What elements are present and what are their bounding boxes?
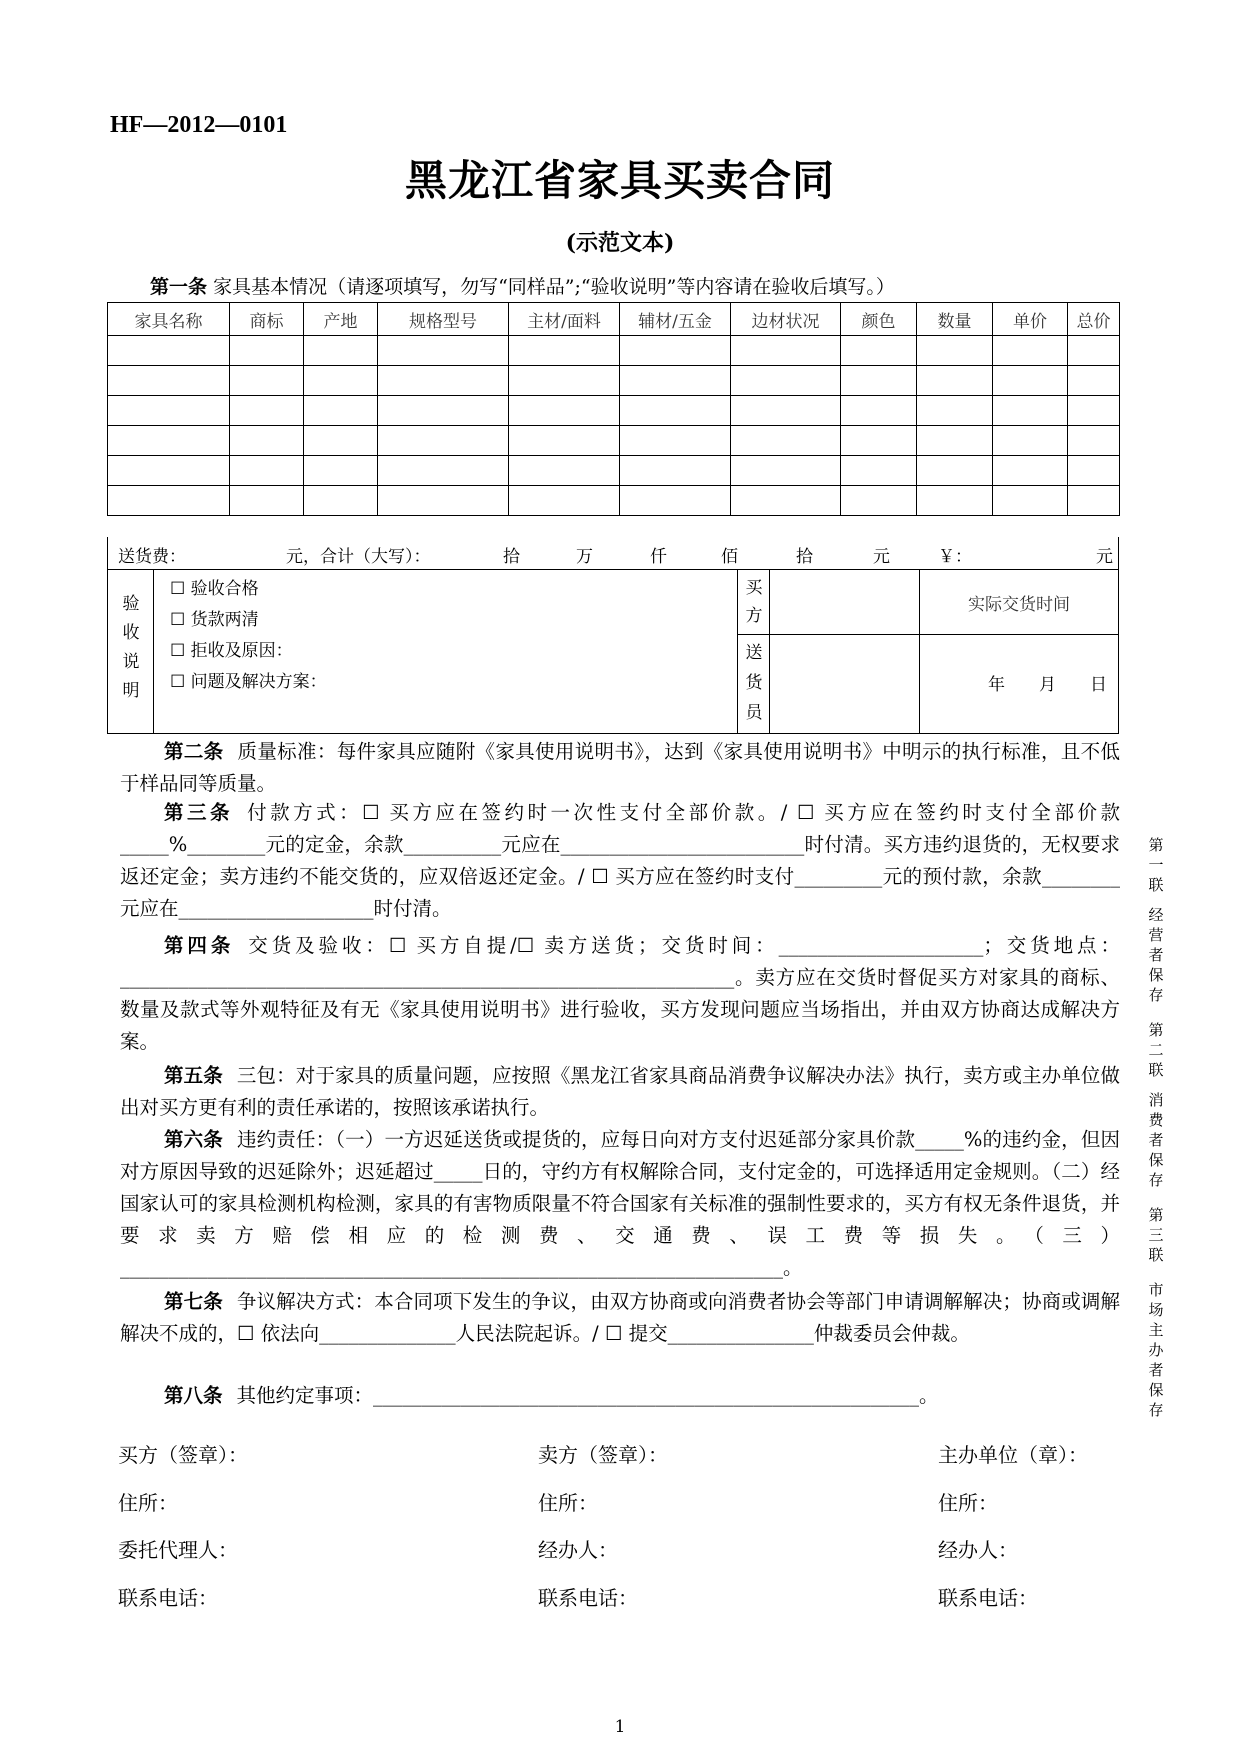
table-cell[interactable] <box>620 456 731 486</box>
article-6 <box>120 1124 1120 1284</box>
table-cell[interactable] <box>917 366 993 396</box>
table-cell[interactable] <box>993 486 1068 516</box>
table-cell[interactable] <box>108 426 230 456</box>
contract-title: 黑龙江省家具买卖合同 <box>404 156 835 205</box>
table-cell[interactable] <box>378 486 509 516</box>
table-cell[interactable] <box>731 456 841 486</box>
table-cell[interactable] <box>731 366 841 396</box>
article-7-text: 争议解决方式：本合同项下发生的争议，由双方协商或向消费者协会等部门申请调解解决；协商或调解解决不成的，☐ 依法向______________人民法院起诉。/ ☐ 提交_______________仲裁委员会仲裁。 <box>120 1290 1120 1345</box>
contract-subtitle: (示范文本) <box>565 230 675 256</box>
table-cell[interactable] <box>230 456 304 486</box>
header-cell: 颜色 <box>841 303 917 336</box>
table-cell[interactable] <box>917 396 993 426</box>
table-cell[interactable] <box>108 456 230 486</box>
article-6-heading: 第六条 <box>164 1128 223 1151</box>
option-accepted[interactable]: ☐ 验收合格 <box>170 579 259 599</box>
organizer-seal-label: 主办单位（章）： <box>938 1443 1088 1467</box>
table-cell[interactable] <box>841 456 917 486</box>
table-cell[interactable] <box>993 396 1068 426</box>
table-cell[interactable] <box>731 426 841 456</box>
header-cell: 辅材/五金 <box>620 303 731 336</box>
article-3-text: 付款方式：☐ 买方应在签约时一次性支付全部价款。/ ☐ 买方应在签约时支付全部价款_____%________元的定金，余款__________元应在_________________________时付清。买方违约退货的，无权要求返还定金；卖方违约不能交货的，应双倍返还定金。/ ☐ 买方应在签约时支付_________元的预付款，余款________元应在____________________时付清。 <box>120 801 1120 920</box>
table-cell[interactable] <box>841 396 917 426</box>
actual-delivery-time-label: 实际交货时间 <box>968 595 1070 615</box>
unit-qian: 仟 <box>650 547 667 567</box>
fee-row <box>107 537 1119 570</box>
table-cell[interactable] <box>917 456 993 486</box>
rmb-symbol-label: ￥： <box>938 547 972 567</box>
copy-note-6: 市 场 主 办 者 保 存 <box>1148 1281 1164 1419</box>
article-7 <box>120 1286 1120 1350</box>
table-cell[interactable] <box>509 426 620 456</box>
table-cell[interactable] <box>917 486 993 516</box>
table-cell[interactable] <box>509 396 620 426</box>
article-4-heading: 第四条 <box>164 934 235 957</box>
table-cell[interactable] <box>993 366 1068 396</box>
table-cell[interactable] <box>230 396 304 426</box>
unit-shi-wan: 拾 <box>503 547 520 567</box>
buyer-agent-label: 委托代理人： <box>118 1538 238 1562</box>
table-cell[interactable] <box>731 396 841 426</box>
table-cell[interactable] <box>620 366 731 396</box>
table-cell[interactable] <box>1068 336 1120 366</box>
table-cell[interactable] <box>509 486 620 516</box>
table-cell[interactable] <box>230 486 304 516</box>
article-3 <box>120 797 1120 925</box>
option-payment-settled[interactable]: ☐ 货款两清 <box>170 610 259 630</box>
header-cell: 总价 <box>1068 303 1120 336</box>
buyer-address-label: 住所： <box>118 1490 178 1515</box>
copy-note-2: 经 营 者 保 存 <box>1148 906 1164 1004</box>
table-row <box>108 336 1120 366</box>
header-cell: 家具名称 <box>108 303 230 336</box>
header-cell: 产地 <box>304 303 378 336</box>
article-5-heading: 第五条 <box>164 1064 223 1087</box>
table-cell[interactable] <box>841 486 917 516</box>
article-8 <box>120 1380 1120 1412</box>
total-uppercase-label: 元，合计（大写）： <box>286 547 431 567</box>
article-4-text: 交货及验收：☐ 买方自提/☐ 卖方送货；交货时间：_____________________；交货地点：_______________________________________________________________。卖方应在交货时督促买方对家具的商标、数量及款式等外观特征及有无《家具使用说明书》进行验收，买方发现问题应当场指出，并由双方协商达成解决方案。 <box>120 934 1120 1053</box>
buyer-label: 买 方 <box>745 578 763 626</box>
table-cell[interactable] <box>620 336 731 366</box>
acceptance-section <box>107 570 1119 734</box>
table-cell[interactable] <box>230 426 304 456</box>
table-cell[interactable] <box>378 426 509 456</box>
table-row <box>108 366 1120 396</box>
delivery-fee-label: 送货费： <box>118 547 186 567</box>
table-cell[interactable] <box>1068 366 1120 396</box>
table-cell[interactable] <box>108 396 230 426</box>
table-cell[interactable] <box>378 456 509 486</box>
table-cell[interactable] <box>620 486 731 516</box>
copy-note-3: 第 二 联 <box>1148 1021 1164 1079</box>
table-cell[interactable] <box>731 486 841 516</box>
table-cell[interactable] <box>509 366 620 396</box>
article-1-heading: 第一条 <box>150 276 208 298</box>
table-cell[interactable] <box>731 336 841 366</box>
table-cell[interactable] <box>917 426 993 456</box>
table-cell[interactable] <box>620 396 731 426</box>
article-4 <box>120 930 1120 1058</box>
article-2-heading: 第二条 <box>164 740 224 763</box>
table-cell[interactable] <box>108 486 230 516</box>
document-code: HF—2012—0101 <box>110 112 288 138</box>
table-cell[interactable] <box>620 426 731 456</box>
table-cell[interactable] <box>1068 486 1120 516</box>
unit-shi: 拾 <box>796 547 813 567</box>
header-cell: 商标 <box>230 303 304 336</box>
seller-phone-label: 联系电话： <box>538 1585 638 1610</box>
deliverer-label: 送 货 员 <box>745 643 763 723</box>
table-row <box>108 456 1120 486</box>
delivery-date-label: 年 月 日 <box>988 675 1107 695</box>
header-cell: 边材状况 <box>731 303 841 336</box>
table-cell[interactable] <box>993 426 1068 456</box>
article-2 <box>120 736 1120 800</box>
table-cell[interactable] <box>1068 396 1120 426</box>
copy-note-5: 第 三 联 <box>1148 1206 1164 1264</box>
signature-col-buyer <box>118 1432 248 1622</box>
table-cell[interactable] <box>304 396 378 426</box>
table-cell[interactable] <box>304 366 378 396</box>
table-cell[interactable] <box>1068 426 1120 456</box>
signature-col-organizer <box>938 1432 1088 1622</box>
table-cell[interactable] <box>108 336 230 366</box>
seller-address-label: 住所： <box>538 1490 598 1515</box>
article-7-heading: 第七条 <box>164 1290 223 1313</box>
table-cell[interactable] <box>841 366 917 396</box>
seller-seal-label: 卖方（签章）： <box>538 1443 668 1467</box>
option-issue-solution[interactable]: ☐ 问题及解决方案： <box>170 672 327 692</box>
table-cell[interactable] <box>509 336 620 366</box>
buyer-seal-label: 买方（签章）： <box>118 1443 248 1467</box>
organizer-handler-label: 经办人： <box>938 1538 1018 1562</box>
table-cell[interactable] <box>108 366 230 396</box>
article-8-text: 其他约定事项：________________________________________________________。 <box>236 1384 939 1407</box>
header-cell: 单价 <box>993 303 1068 336</box>
organizer-phone-label: 联系电话： <box>938 1585 1038 1610</box>
table-cell[interactable] <box>917 336 993 366</box>
unit-yuan: 元 <box>873 547 890 567</box>
page-number: 1 <box>614 1717 626 1737</box>
table-cell[interactable] <box>378 336 509 366</box>
table-cell[interactable] <box>1068 456 1120 486</box>
table-row <box>108 486 1120 516</box>
article-2-text: 质量标准：每件家具应随附《家具使用说明书》，达到《家具使用说明书》中明示的执行标准，且不低于样品同等质量。 <box>120 740 1120 795</box>
article-1-heading-line <box>150 272 895 299</box>
table-row <box>108 426 1120 456</box>
table-cell[interactable] <box>841 336 917 366</box>
table-cell[interactable] <box>509 456 620 486</box>
unit-bai: 佰 <box>721 547 738 567</box>
header-cell: 数量 <box>917 303 993 336</box>
table-cell[interactable] <box>378 366 509 396</box>
article-3-heading: 第三条 <box>164 801 234 824</box>
table-header-row <box>108 303 1120 336</box>
table-cell[interactable] <box>993 336 1068 366</box>
unit-wan: 万 <box>576 547 593 567</box>
article-1-text: 家具基本情况（请逐项填写，勿写“同样品”;“验收说明”等内容请在验收后填写。） <box>213 276 895 298</box>
unit-yuan-end: 元 <box>1096 547 1113 567</box>
header-cell: 规格型号 <box>378 303 509 336</box>
table-cell[interactable] <box>304 336 378 366</box>
table-cell[interactable] <box>378 396 509 426</box>
furniture-table <box>107 302 1120 516</box>
article-6-text: 违约责任：（一）一方迟延送货或提货的，应每日向对方支付迟延部分家具价款_____%的违约金，但因对方原因导致的迟延除外；迟延超过_____日的，守约方有权解除合同，支付定金的，可选择适用定金规则。（二）经国家认可的家具检测机构检测，家具的有害物质限量不符合国家有关标准的强制性要求的，买方有权无条件退货，并要求卖方赔偿相应的检测费、交通费、误工费等损失。（三）____________________________________________________________________。 <box>120 1128 1120 1279</box>
buyer-phone-label: 联系电话： <box>118 1585 218 1610</box>
copy-note-4: 消 费 者 保 存 <box>1148 1091 1164 1189</box>
table-cell[interactable] <box>993 456 1068 486</box>
header-cell: 主材/面料 <box>509 303 620 336</box>
table-cell[interactable] <box>230 336 304 366</box>
table-row <box>108 396 1120 426</box>
article-5 <box>120 1060 1120 1124</box>
table-body <box>108 336 1120 516</box>
seller-handler-label: 经办人： <box>538 1538 618 1562</box>
table-cell[interactable] <box>304 426 378 456</box>
option-rejected-reason[interactable]: ☐ 拒收及原因： <box>170 641 293 661</box>
table-cell[interactable] <box>304 486 378 516</box>
signature-col-seller <box>538 1432 668 1622</box>
acceptance-options <box>170 574 327 698</box>
table-cell[interactable] <box>841 426 917 456</box>
table-cell[interactable] <box>304 456 378 486</box>
copy-note-1: 第 一 联 <box>1148 836 1164 894</box>
article-8-heading: 第八条 <box>164 1384 223 1407</box>
organizer-address-label: 住所： <box>938 1490 998 1515</box>
table-cell[interactable] <box>230 366 304 396</box>
article-5-text: 三包：对于家具的质量问题，应按照《黑龙江省家具商品消费争议解决办法》执行，卖方或主办单位做出对买方更有利的责任承诺的，按照该承诺执行。 <box>120 1064 1120 1119</box>
acceptance-label: 验 收 说 明 <box>122 594 140 701</box>
